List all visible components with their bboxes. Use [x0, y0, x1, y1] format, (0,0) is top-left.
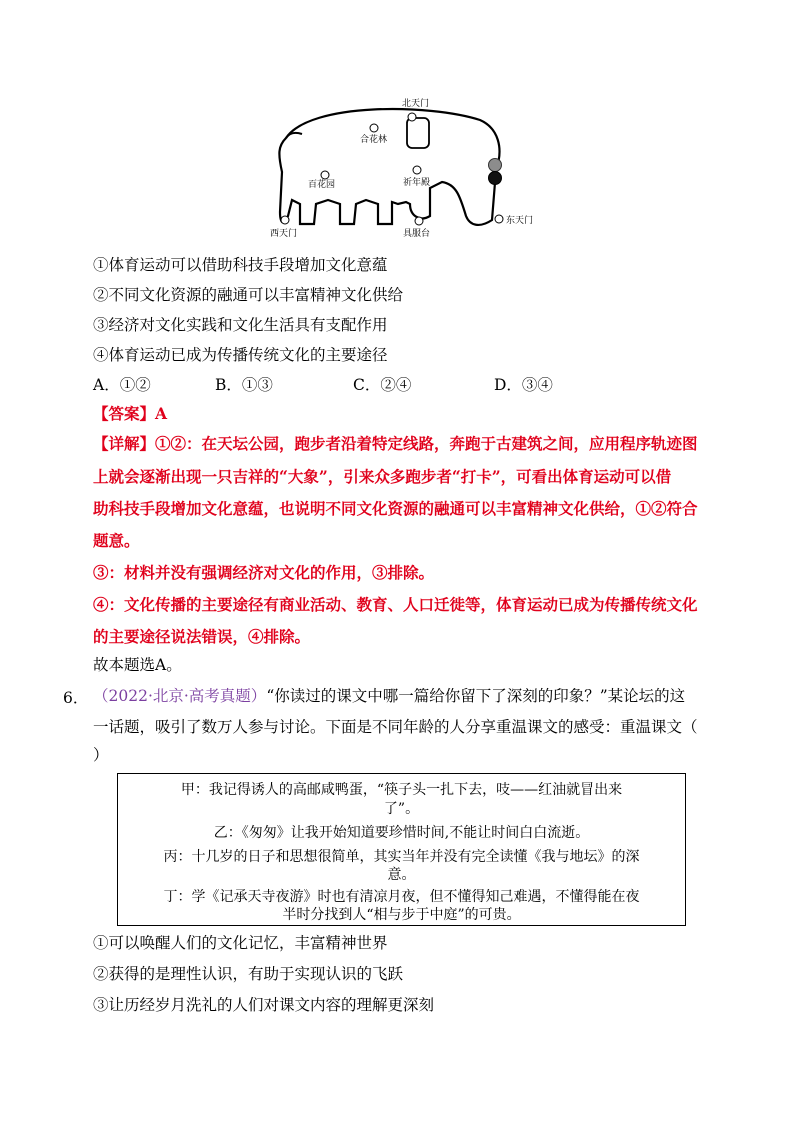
- north-gate-marker: [408, 113, 416, 121]
- east-gate-label: 东天门: [506, 216, 534, 226]
- detail-line-4: 题意。: [93, 531, 140, 550]
- jufu-marker: [415, 217, 423, 225]
- q5-option-3: ③经济对文化实践和文化生活具有支配作用: [93, 316, 388, 334]
- choice-a: A．①②: [93, 376, 151, 394]
- choice-d: D．③④: [494, 376, 553, 394]
- q6-stem-line-3: ）: [93, 746, 109, 764]
- detail-line-6: ④：文化传播的主要途径有商业活动、教育、人口迁徙等，体育运动已成为传播传统文化: [93, 595, 698, 614]
- q5-choices: [93, 373, 693, 395]
- q6-stem-line-1: [93, 686, 685, 706]
- detail-line-7: 的主要途径说法错误，④排除。: [93, 627, 311, 646]
- conclusion-line: 故本题选A。: [93, 656, 182, 674]
- q6-number: 6．: [63, 689, 89, 707]
- baihua-label: 百花园: [308, 180, 336, 190]
- q6-option-2: ②获得的是理性认识，有助于实现认识的飞跃: [93, 965, 404, 983]
- detail-line-2: 上就会逐渐出现一只吉祥的“大象”，引来众多跑步者“打卡”，可看出体育运动可以借: [93, 467, 672, 486]
- baihua-marker: [321, 171, 329, 179]
- west-gate-marker: [281, 216, 289, 224]
- quote-yi: 乙：《匆匆》让我开始知道要珍惜时间,不能让时间白白流逝。: [213, 825, 590, 841]
- quote-ding-line-1: 丁：学《记承天寺夜游》时也有清凉月夜，但不懂得知己难遇，不懂得能在夜: [163, 889, 640, 905]
- answer-label: 【答案】A: [93, 404, 168, 423]
- qinian-marker: [413, 166, 421, 174]
- north-gate-block: [407, 118, 429, 148]
- q5-option-2: ②不同文化资源的融通可以丰富精神文化供给: [93, 286, 404, 304]
- quote-bing-line-1: 丙：十几岁的日子和思想很简单，其实当年并没有完全读懂《我与地坛》的深: [163, 849, 640, 865]
- detail-line-5: ③：材料并没有强调经济对文化的作用，③排除。: [93, 563, 435, 582]
- q5-option-4: ④体育运动已成为传播传统文化的主要途径: [93, 346, 388, 364]
- choice-c: C．②④: [353, 376, 412, 394]
- north-gate-label: 北天门: [402, 99, 430, 109]
- west-gate-label: 西天门: [270, 229, 298, 239]
- quote-jia-line-1: 甲：我记得诱人的高邮咸鸭蛋，“筷子头一扎下去，吱——红油就冒出来: [180, 782, 623, 798]
- start-marker-grey: [489, 159, 502, 172]
- q6-stem-line-2: 一话题，吸引了数万人参与讨论。下面是不同年龄的人分享重温课文的感受：重温课文（: [93, 718, 698, 736]
- quote-bing-line-2: 意。: [387, 867, 416, 883]
- quotes-box: [117, 773, 686, 926]
- q6-option-3: ③让历经岁月洗礼的人们对课文内容的理解更深刻: [93, 996, 435, 1014]
- choice-b: B．①③: [215, 376, 273, 394]
- q6-option-1: ①可以唤醒人们的文化记忆，丰富精神世界: [93, 934, 388, 952]
- hehua-label: 合花林: [360, 135, 388, 145]
- start-marker-black: [489, 172, 502, 185]
- q5-option-1: ①体育运动可以借助科技手段增加文化意蕴: [93, 256, 388, 274]
- east-gate-marker: [495, 215, 503, 223]
- detail-line-1: 【详解】①②：在天坛公园，跑步者沿着特定线路，奔跑于古建筑之间，应用程序轨迹图: [93, 434, 698, 453]
- hehua-marker: [370, 124, 378, 132]
- route-map-drawing: [270, 92, 540, 242]
- elephant-outline: [279, 109, 499, 225]
- q6-source: （2022·北京·高考真题）: [93, 687, 267, 705]
- qinian-label: 祈年殿: [403, 178, 431, 188]
- quote-jia-line-2: 了”。: [383, 801, 420, 817]
- detail-line-3: 助科技手段增加文化意蕴，也说明不同文化资源的融通可以丰富精神文化供给，①②符合: [93, 499, 698, 518]
- elephant-route-map: [270, 92, 540, 242]
- q6-stem-text-1: “你读过的课文中哪一篇给你留下了深刻的印象？”某论坛的这: [266, 687, 686, 705]
- jufu-label: 具服台: [403, 229, 431, 239]
- quote-ding-line-2: 半时分找到人“相与步于中庭”的可贵。: [282, 907, 521, 923]
